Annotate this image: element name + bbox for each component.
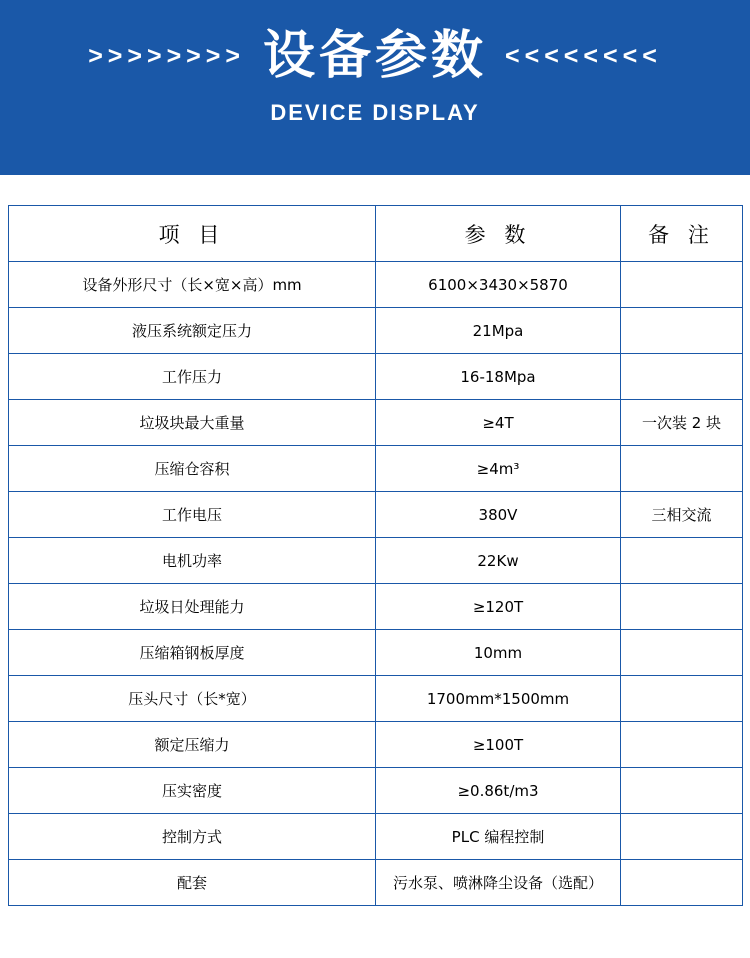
cell-param: 21Mpa bbox=[376, 308, 621, 354]
cell-item: 工作电压 bbox=[9, 492, 376, 538]
table-row bbox=[9, 446, 743, 492]
page-title: 设备参数 bbox=[262, 26, 487, 86]
cell-param: ≥0.86t/m3 bbox=[376, 768, 621, 814]
cell-note bbox=[621, 538, 743, 584]
table-row bbox=[9, 308, 743, 354]
cell-note bbox=[621, 814, 743, 860]
cell-item: 垃圾块最大重量 bbox=[9, 400, 376, 446]
table-header bbox=[9, 206, 743, 262]
page-banner bbox=[0, 0, 750, 175]
cell-param: ≥100T bbox=[376, 722, 621, 768]
table-row bbox=[9, 262, 743, 308]
cell-param: 16-18Mpa bbox=[376, 354, 621, 400]
cell-param: 22Kw bbox=[376, 538, 621, 584]
cell-item: 压缩箱钢板厚度 bbox=[9, 630, 376, 676]
cell-note bbox=[621, 584, 743, 630]
cell-note bbox=[621, 860, 743, 906]
page-subtitle: DEVICE DISPLAY bbox=[270, 100, 480, 125]
table-row bbox=[9, 676, 743, 722]
table-row bbox=[9, 860, 743, 906]
table-row bbox=[9, 814, 743, 860]
table-row bbox=[9, 630, 743, 676]
device-spec-table bbox=[8, 205, 743, 906]
cell-param: ≥4m³ bbox=[376, 446, 621, 492]
table-row bbox=[9, 538, 743, 584]
table-row bbox=[9, 584, 743, 630]
cell-item: 控制方式 bbox=[9, 814, 376, 860]
cell-note: 三相交流 bbox=[621, 492, 743, 538]
cell-param: 1700mm*1500mm bbox=[376, 676, 621, 722]
cell-note bbox=[621, 768, 743, 814]
banner-title-row bbox=[0, 0, 750, 86]
cell-item: 电机功率 bbox=[9, 538, 376, 584]
cell-item: 压缩仓容积 bbox=[9, 446, 376, 492]
cell-item: 配套 bbox=[9, 860, 376, 906]
cell-param: 污水泵、喷淋降尘设备（选配） bbox=[376, 860, 621, 906]
cell-param: PLC 编程控制 bbox=[376, 814, 621, 860]
table-header-row bbox=[9, 206, 743, 262]
cell-note bbox=[621, 722, 743, 768]
cell-note bbox=[621, 446, 743, 492]
cell-item: 液压系统额定压力 bbox=[9, 308, 376, 354]
cell-note: 一次装 2 块 bbox=[621, 400, 743, 446]
cell-param: 6100×3430×5870 bbox=[376, 262, 621, 308]
table-row bbox=[9, 768, 743, 814]
table-row bbox=[9, 492, 743, 538]
header-note: 备 注 bbox=[621, 206, 743, 262]
cell-item: 压实密度 bbox=[9, 768, 376, 814]
cell-param: 10mm bbox=[376, 630, 621, 676]
cell-item: 额定压缩力 bbox=[9, 722, 376, 768]
table-row bbox=[9, 354, 743, 400]
table-row bbox=[9, 722, 743, 768]
header-item: 项 目 bbox=[9, 206, 376, 262]
table-body bbox=[9, 262, 743, 906]
cell-note bbox=[621, 262, 743, 308]
cell-note bbox=[621, 308, 743, 354]
cell-param: 380V bbox=[376, 492, 621, 538]
cell-param: ≥4T bbox=[376, 400, 621, 446]
cell-item: 工作压力 bbox=[9, 354, 376, 400]
table-row bbox=[9, 400, 743, 446]
header-param: 参 数 bbox=[376, 206, 621, 262]
cell-item: 压头尺寸（长*宽） bbox=[9, 676, 376, 722]
spec-table-container bbox=[0, 175, 750, 906]
cell-item: 设备外形尺寸（长×宽×高）mm bbox=[9, 262, 376, 308]
chevrons-right-decoration: <<<<<<<< bbox=[505, 41, 662, 70]
cell-item: 垃圾日处理能力 bbox=[9, 584, 376, 630]
chevrons-left-decoration: >>>>>>>> bbox=[88, 41, 245, 70]
cell-note bbox=[621, 630, 743, 676]
cell-param: ≥120T bbox=[376, 584, 621, 630]
cell-note bbox=[621, 354, 743, 400]
cell-note bbox=[621, 676, 743, 722]
